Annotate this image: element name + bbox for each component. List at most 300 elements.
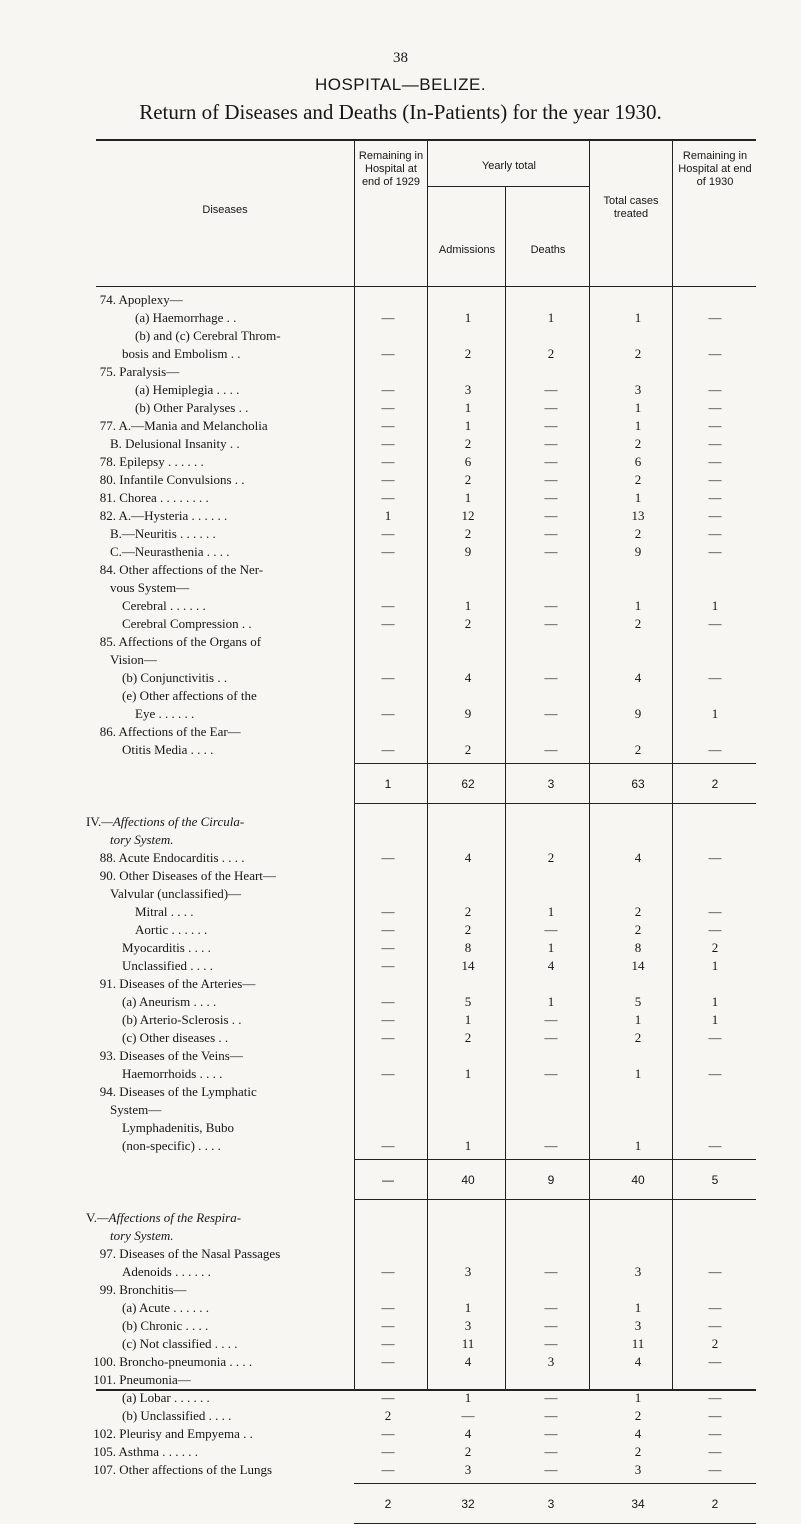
- subtotal-rule: [354, 1483, 756, 1484]
- value-cell: 3: [464, 1462, 472, 1477]
- value-cell: —: [544, 1030, 558, 1045]
- table-row: [0, 507, 801, 525]
- value-cell: 1: [547, 994, 555, 1009]
- value-cell: —: [708, 904, 722, 919]
- disease-label: (e) Other affections of the: [122, 688, 257, 703]
- value-cell: 2: [464, 526, 472, 541]
- section-number: V.: [86, 1210, 97, 1225]
- disease-label: 101. Pneumonia—: [86, 1371, 354, 1389]
- value-cell: 4: [464, 670, 472, 685]
- value-cell: —: [381, 382, 395, 397]
- value-cell: 1: [464, 1012, 472, 1027]
- subtotal-cell: 9: [547, 1173, 555, 1187]
- value-cell: 2: [634, 436, 642, 451]
- value-cell: —: [544, 1300, 558, 1315]
- value-cell: —: [381, 454, 395, 469]
- disease-label: Mitral . . . .: [135, 904, 194, 919]
- page-subheading: Return of Diseases and Deaths (In-Patients) for the year 1930.: [139, 100, 662, 124]
- disease-label: 75. Paralysis—: [86, 363, 354, 381]
- value-cell: 2: [634, 526, 642, 541]
- subtotal-row: [0, 775, 801, 793]
- disease-label: 86. Affections of the Ear—: [86, 723, 354, 741]
- disease-number: 86.: [99, 724, 116, 739]
- value-cell: —: [461, 1408, 475, 1423]
- value-cell: 2: [464, 1030, 472, 1045]
- value-cell: 2: [464, 472, 472, 487]
- value-cell: —: [544, 1336, 558, 1351]
- value-cell: —: [708, 850, 722, 865]
- value-cell: 1: [711, 1012, 719, 1027]
- value-cell: —: [708, 310, 722, 325]
- disease-number: 84.: [99, 562, 116, 577]
- value-cell: 1: [464, 418, 472, 433]
- value-cell: —: [708, 1390, 722, 1405]
- section-title: —Affections of the Respira-: [96, 1210, 242, 1225]
- value-cell: 3: [634, 1318, 642, 1333]
- value-cell: 1: [464, 400, 472, 415]
- table-row: [0, 309, 801, 327]
- value-cell: —: [544, 1426, 558, 1441]
- value-cell: 13: [631, 508, 645, 523]
- table-row: [0, 921, 801, 939]
- value-cell: —: [381, 400, 395, 415]
- disease-label: 88. Acute Endocarditis . . . .: [86, 849, 354, 867]
- value-cell: —: [381, 1462, 395, 1477]
- disease-label: 94. Diseases of the Lymphatic: [86, 1083, 354, 1101]
- subtotal-cell: 2: [711, 777, 719, 791]
- table-row: [0, 633, 801, 651]
- value-cell: 11: [631, 1336, 645, 1351]
- table-row: [0, 363, 801, 381]
- value-cell: 2: [711, 940, 719, 955]
- value-cell: 2: [634, 1444, 642, 1459]
- table-row: [0, 705, 801, 723]
- value-cell: 1: [711, 598, 719, 613]
- value-cell: 1: [634, 1066, 642, 1081]
- value-cell: —: [544, 472, 558, 487]
- value-cell: 2: [634, 904, 642, 919]
- value-cell: 3: [464, 1318, 472, 1333]
- disease-label: Aortic . . . . . .: [135, 922, 208, 937]
- value-cell: —: [708, 1354, 722, 1369]
- disease-label: (b) Other Paralyses . .: [135, 400, 249, 415]
- disease-label: 107. Other affections of the Lungs: [86, 1461, 354, 1479]
- table-row: [0, 651, 801, 669]
- table-row: [0, 435, 801, 453]
- value-cell: —: [381, 904, 395, 919]
- value-cell: —: [381, 310, 395, 325]
- value-cell: —: [381, 940, 395, 955]
- value-cell: —: [544, 1318, 558, 1333]
- value-cell: 2: [634, 922, 642, 937]
- table-row: [0, 1137, 801, 1155]
- table-row: [0, 1065, 801, 1083]
- disease-label: System—: [110, 1102, 162, 1117]
- table-row: [0, 471, 801, 489]
- subtotal-cell: 2: [711, 1497, 719, 1511]
- table-row: [0, 723, 801, 741]
- disease-label: (b) Arterio-Sclerosis . .: [122, 1012, 242, 1027]
- disease-label: 97. Diseases of the Nasal Passages: [86, 1245, 354, 1263]
- value-cell: —: [381, 850, 395, 865]
- value-cell: —: [381, 994, 395, 1009]
- disease-label: (a) Aneurism . . . .: [122, 994, 217, 1009]
- value-cell: 2: [547, 346, 555, 361]
- value-cell: —: [544, 400, 558, 415]
- table-row: [0, 1425, 801, 1443]
- value-cell: 1: [634, 490, 642, 505]
- value-cell: 2: [634, 742, 642, 757]
- disease-label: 84. Other affections of the Ner-: [86, 561, 354, 579]
- table-row: [0, 1389, 801, 1407]
- value-cell: 5: [634, 994, 642, 1009]
- table-row: [0, 327, 801, 345]
- section-heading-cont: tory System.: [110, 832, 174, 847]
- value-cell: —: [544, 490, 558, 505]
- table-row: [0, 1029, 801, 1047]
- table-row: [0, 453, 801, 471]
- value-cell: —: [708, 742, 722, 757]
- disease-number: 99.: [99, 1282, 116, 1297]
- subtotal-cell: 1: [384, 777, 392, 791]
- disease-label: 81. Chorea . . . . . . . .: [86, 489, 354, 507]
- table-row: [0, 1299, 801, 1317]
- table-row: [0, 1335, 801, 1353]
- value-cell: 1: [634, 1390, 642, 1405]
- value-cell: 2: [634, 472, 642, 487]
- value-cell: 8: [634, 940, 642, 955]
- value-cell: 1: [547, 940, 555, 955]
- value-cell: —: [708, 418, 722, 433]
- disease-label: (c) Not classified . . . .: [122, 1336, 238, 1351]
- header-remaining-1929: Remaining in Hospital at end of 1929: [358, 150, 424, 188]
- disease-label: 91. Diseases of the Arteries—: [86, 975, 354, 993]
- table-row: [0, 849, 801, 867]
- disease-label: (b) Unclassified . . . .: [122, 1408, 232, 1423]
- disease-label: 99. Bronchitis—: [86, 1281, 354, 1299]
- value-cell: 3: [634, 1462, 642, 1477]
- table-row: [0, 1317, 801, 1335]
- value-cell: 3: [634, 382, 642, 397]
- value-cell: —: [381, 958, 395, 973]
- disease-label: (a) Hemiplegia . . . .: [135, 382, 240, 397]
- subtotal-cell: 62: [461, 777, 475, 791]
- disease-label: (a) Haemorrhage . .: [135, 310, 237, 325]
- value-cell: —: [708, 436, 722, 451]
- disease-label: 102. Pleurisy and Empyema . .: [86, 1425, 354, 1443]
- value-cell: 4: [464, 1426, 472, 1441]
- value-cell: 1: [634, 1012, 642, 1027]
- disease-label: (a) Acute . . . . . .: [122, 1300, 210, 1315]
- subtotal-cell: 3: [547, 1497, 555, 1511]
- disease-label: Cerebral Compression . .: [122, 616, 252, 631]
- value-cell: —: [544, 1390, 558, 1405]
- value-cell: —: [381, 1138, 395, 1153]
- value-cell: —: [708, 346, 722, 361]
- value-cell: —: [544, 382, 558, 397]
- header-admissions: Admissions: [438, 244, 496, 256]
- subtotal-row: [0, 1495, 801, 1513]
- disease-number: 94.: [99, 1084, 116, 1099]
- table-row: [0, 615, 801, 633]
- section-heading: [0, 813, 801, 831]
- disease-label: Haemorrhoids . . . .: [122, 1066, 223, 1081]
- disease-label: Valvular (unclassified)—: [110, 886, 242, 901]
- value-cell: —: [544, 418, 558, 433]
- value-cell: —: [544, 706, 558, 721]
- disease-label: (a) Lobar . . . . . .: [122, 1390, 210, 1405]
- disease-label: B.—Neuritis . . . . . .: [110, 526, 216, 541]
- table-top-rule: [96, 139, 756, 141]
- value-cell: —: [381, 544, 395, 559]
- value-cell: —: [708, 454, 722, 469]
- value-cell: 1: [464, 310, 472, 325]
- disease-number: 81.: [99, 490, 116, 505]
- value-cell: 2: [634, 346, 642, 361]
- value-cell: —: [708, 1300, 722, 1315]
- value-cell: 1: [634, 400, 642, 415]
- value-cell: 1: [464, 1066, 472, 1081]
- table-row: [0, 291, 801, 309]
- value-cell: —: [544, 436, 558, 451]
- page-number: 38: [393, 50, 408, 66]
- disease-number: 102.: [93, 1426, 116, 1441]
- subtotal-cell: 34: [631, 1497, 645, 1511]
- table-row: [0, 885, 801, 903]
- section-heading-cont: tory System.: [110, 1228, 174, 1243]
- value-cell: —: [381, 418, 395, 433]
- value-cell: —: [708, 1426, 722, 1441]
- value-cell: —: [544, 1138, 558, 1153]
- value-cell: 4: [634, 670, 642, 685]
- value-cell: —: [708, 922, 722, 937]
- table-row: [0, 1119, 801, 1137]
- subtotal-cell: 32: [461, 1497, 475, 1511]
- subtotal-cell: 40: [461, 1173, 475, 1187]
- value-cell: —: [544, 454, 558, 469]
- value-cell: 2: [464, 1444, 472, 1459]
- table-row: [0, 903, 801, 921]
- page-heading: HOSPITAL—BELIZE.: [314, 75, 487, 94]
- disease-number: 74.: [99, 292, 116, 307]
- value-cell: 2: [711, 1336, 719, 1351]
- disease-label: (b) and (c) Cerebral Throm-: [135, 328, 281, 343]
- value-cell: —: [708, 1264, 722, 1279]
- disease-label: Otitis Media . . . .: [122, 742, 214, 757]
- value-cell: 9: [464, 544, 472, 559]
- value-cell: —: [544, 526, 558, 541]
- value-cell: —: [381, 598, 395, 613]
- value-cell: 1: [384, 508, 392, 523]
- disease-number: 97.: [99, 1246, 116, 1261]
- value-cell: —: [381, 742, 395, 757]
- value-cell: 1: [711, 994, 719, 1009]
- table-row: [0, 381, 801, 399]
- table-row: [0, 687, 801, 705]
- disease-number: 77.: [99, 418, 116, 433]
- value-cell: 9: [464, 706, 472, 721]
- table-row: [0, 939, 801, 957]
- value-cell: —: [381, 1066, 395, 1081]
- value-cell: —: [381, 1030, 395, 1045]
- table-row: [0, 417, 801, 435]
- value-cell: —: [544, 922, 558, 937]
- disease-label: 80. Infantile Convulsions . .: [86, 471, 354, 489]
- value-cell: 3: [464, 382, 472, 397]
- disease-label: Unclassified . . . .: [122, 958, 213, 973]
- value-cell: —: [708, 400, 722, 415]
- table-row: [0, 1047, 801, 1065]
- table-row: [0, 525, 801, 543]
- disease-label: 85. Affections of the Organs of: [86, 633, 354, 651]
- value-cell: —: [381, 346, 395, 361]
- value-cell: 2: [634, 1030, 642, 1045]
- value-cell: —: [381, 922, 395, 937]
- table-header-rule: [96, 286, 756, 287]
- value-cell: 2: [634, 1408, 642, 1423]
- value-cell: —: [544, 742, 558, 757]
- value-cell: 4: [634, 850, 642, 865]
- disease-label: 82. A.—Hysteria . . . . . .: [86, 507, 354, 525]
- table-row: [0, 1353, 801, 1371]
- value-cell: —: [708, 1462, 722, 1477]
- disease-label: B. Delusional Insanity . .: [110, 436, 240, 451]
- disease-label: (b) Chronic . . . .: [122, 1318, 209, 1333]
- value-cell: —: [381, 1300, 395, 1315]
- table-row: [0, 1461, 801, 1479]
- disease-label: C.—Neurasthenia . . . .: [110, 544, 230, 559]
- value-cell: 1: [547, 310, 555, 325]
- value-cell: 2: [464, 904, 472, 919]
- disease-label: 78. Epilepsy . . . . . .: [86, 453, 354, 471]
- subtotal-cell: 63: [631, 777, 645, 791]
- value-cell: 1: [547, 904, 555, 919]
- value-cell: 2: [464, 436, 472, 451]
- value-cell: 9: [634, 544, 642, 559]
- section-title: —Affections of the Circula-: [101, 814, 245, 829]
- value-cell: —: [708, 526, 722, 541]
- value-cell: 1: [634, 310, 642, 325]
- table-row: [0, 669, 801, 687]
- value-cell: 11: [461, 1336, 475, 1351]
- value-cell: —: [708, 1066, 722, 1081]
- value-cell: —: [381, 1318, 395, 1333]
- subtotal-rule: [354, 803, 756, 804]
- disease-number: 80.: [99, 472, 116, 487]
- value-cell: 4: [634, 1354, 642, 1369]
- yearly-total-subrule: [427, 186, 589, 187]
- header-deaths: Deaths: [530, 244, 566, 256]
- value-cell: —: [544, 508, 558, 523]
- value-cell: —: [381, 616, 395, 631]
- disease-label: (c) Other diseases . .: [122, 1030, 229, 1045]
- table-row: [0, 1101, 801, 1119]
- value-cell: 12: [461, 508, 475, 523]
- disease-number: 107.: [93, 1462, 116, 1477]
- subtotal-rule: [354, 763, 756, 764]
- table-row: [0, 1443, 801, 1461]
- value-cell: —: [544, 670, 558, 685]
- value-cell: 14: [631, 958, 645, 973]
- value-cell: 1: [634, 1138, 642, 1153]
- value-cell: 1: [464, 598, 472, 613]
- header-total-treated: Total cases treated: [603, 195, 659, 220]
- value-cell: —: [708, 490, 722, 505]
- value-cell: —: [708, 1408, 722, 1423]
- subtotal-cell: —: [382, 1173, 394, 1187]
- subtotal-cell: 5: [711, 1173, 719, 1187]
- value-cell: 1: [464, 490, 472, 505]
- value-cell: —: [544, 1408, 558, 1423]
- disease-label: Myocarditis . . . .: [122, 940, 211, 955]
- disease-number: 82.: [99, 508, 116, 523]
- value-cell: —: [544, 598, 558, 613]
- disease-number: 85.: [99, 634, 116, 649]
- value-cell: —: [381, 1390, 395, 1405]
- value-cell: 3: [634, 1264, 642, 1279]
- disease-number: 91.: [99, 976, 116, 991]
- header-diseases: Diseases: [202, 204, 248, 216]
- table-row: [0, 399, 801, 417]
- value-cell: —: [708, 544, 722, 559]
- table-row: [0, 1281, 801, 1299]
- value-cell: 2: [547, 850, 555, 865]
- table-row: [0, 957, 801, 975]
- table-row: [0, 1371, 801, 1389]
- table-row: [0, 345, 801, 363]
- value-cell: —: [381, 526, 395, 541]
- table-row: [0, 597, 801, 615]
- subtotal-rule: [354, 1159, 756, 1160]
- disease-label: 90. Other Diseases of the Heart—: [86, 867, 354, 885]
- value-cell: 9: [634, 706, 642, 721]
- value-cell: 2: [384, 1408, 392, 1423]
- value-cell: —: [708, 1444, 722, 1459]
- value-cell: 1: [711, 706, 719, 721]
- value-cell: —: [381, 670, 395, 685]
- value-cell: 2: [464, 346, 472, 361]
- value-cell: 4: [634, 1426, 642, 1441]
- section-number: IV.: [86, 814, 102, 829]
- table-row: [0, 741, 801, 759]
- value-cell: —: [544, 1066, 558, 1081]
- value-cell: —: [381, 1426, 395, 1441]
- disease-number: 101.: [93, 1372, 116, 1387]
- value-cell: 6: [634, 454, 642, 469]
- disease-number: 78.: [99, 454, 116, 469]
- subtotal-cell: 3: [547, 777, 555, 791]
- table-row: [0, 1263, 801, 1281]
- value-cell: 2: [634, 616, 642, 631]
- table-row: [0, 543, 801, 561]
- table-row: [0, 1011, 801, 1029]
- table-row: [0, 561, 801, 579]
- disease-label: (non-specific) . . . .: [122, 1138, 221, 1153]
- value-cell: —: [708, 616, 722, 631]
- value-cell: 14: [461, 958, 475, 973]
- disease-label: bosis and Embolism . .: [122, 346, 241, 361]
- value-cell: —: [708, 1318, 722, 1333]
- disease-label: 105. Asthma . . . . . .: [86, 1443, 354, 1461]
- value-cell: —: [708, 508, 722, 523]
- value-cell: —: [381, 1444, 395, 1459]
- value-cell: 2: [464, 742, 472, 757]
- header-yearly-total: Yearly total: [481, 160, 537, 172]
- disease-label: 74. Apoplexy—: [86, 291, 354, 309]
- value-cell: —: [708, 1030, 722, 1045]
- value-cell: —: [381, 1354, 395, 1369]
- value-cell: —: [544, 1462, 558, 1477]
